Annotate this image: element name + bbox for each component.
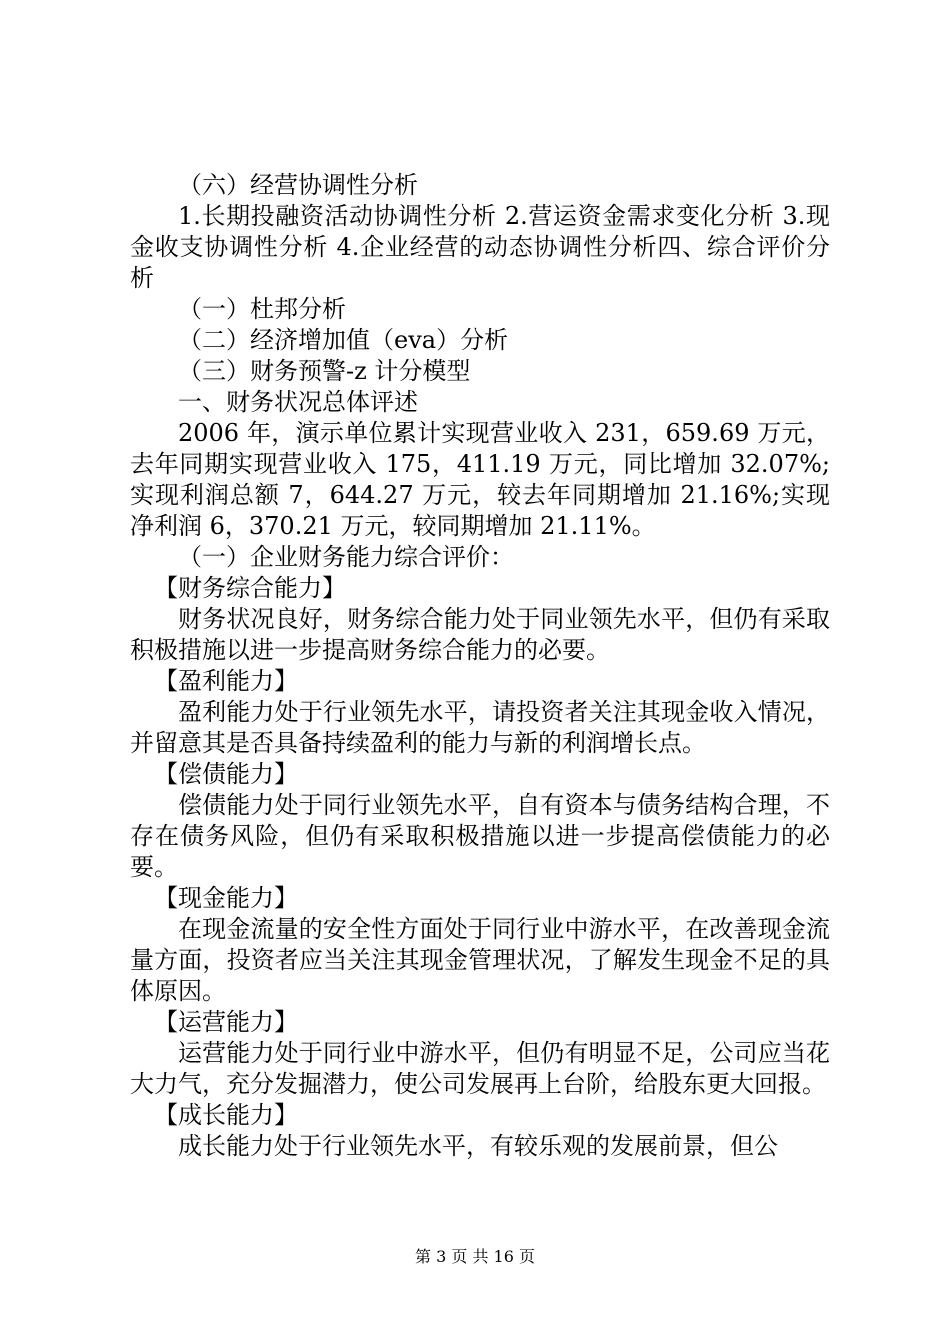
section-heading-eva: （二）经济增加值（eva）分析	[178, 326, 509, 354]
page-number-footer: 第 3 页 共 16 页	[415, 1247, 535, 1266]
label-profitability: 【盈利能力】	[154, 667, 298, 695]
paragraph-growth-capability: 成长能力处于行业领先水平，有较乐观的发展前景，但公	[178, 1132, 778, 1160]
paragraph-financial-capability: 财务状况良好，财务综合能力处于同业领先水平，但仍有采取积极措施以进一步提高财务综合能力的必要。	[130, 605, 830, 664]
label-cash-capability: 【现金能力】	[154, 884, 298, 912]
label-solvency: 【偿债能力】	[154, 760, 298, 788]
paragraph-overview: 2006 年，演示单位累计实现营业收入 231，659.69 万元，去年同期实现营业收入 175，411.19 万元，同比增加 32.07%;实现利润总额 7，644.27 万元，较去年同期增加 21.16%;实现净利润 6，370.21 万元，较同期增加 21.11%。	[130, 419, 830, 540]
section-heading-dupont: （一）杜邦分析	[178, 295, 346, 323]
paragraph-solvency: 偿债能力处于同行业领先水平，自有资本与债务结构合理，不存在债务风险，但仍有采取积极措施以进一步提高偿债能力的必要。	[130, 791, 830, 881]
section-heading-coordination: （六）经营协调性分析	[178, 171, 418, 199]
section-heading-evaluation: （一）企业财务能力综合评价：	[178, 543, 514, 571]
paragraph-operating-capability: 运营能力处于同行业中游水平，但仍有明显不足，公司应当花大力气，充分发掘潜力，使公司发展再上台阶，给股东更大回报。	[130, 1039, 830, 1098]
paragraph-cash-capability: 在现金流量的安全性方面处于同行业中游水平，在改善现金流量方面，投资者应当关注其现金管理状况，了解发生现金不足的具体原因。	[130, 915, 830, 1005]
section-heading-overview: 一、财务状况总体评述	[178, 388, 418, 416]
section-heading-z-score: （三）财务预警-z 计分模型	[178, 357, 471, 385]
paragraph-coordination-list: 1.长期投融资活动协调性分析 2.营运资金需求变化分析 3.现金收支协调性分析 4.企业经营的动态协调性分析四、综合评价分析	[130, 202, 830, 292]
label-growth-capability: 【成长能力】	[154, 1101, 298, 1129]
label-financial-capability: 【财务综合能力】	[154, 574, 346, 602]
paragraph-profitability: 盈利能力处于行业领先水平，请投资者关注其现金收入情况，并留意其是否具备持续盈利的能力与新的利润增长点。	[130, 698, 830, 757]
document-body	[130, 170, 830, 1162]
label-operating-capability: 【运营能力】	[154, 1008, 298, 1036]
